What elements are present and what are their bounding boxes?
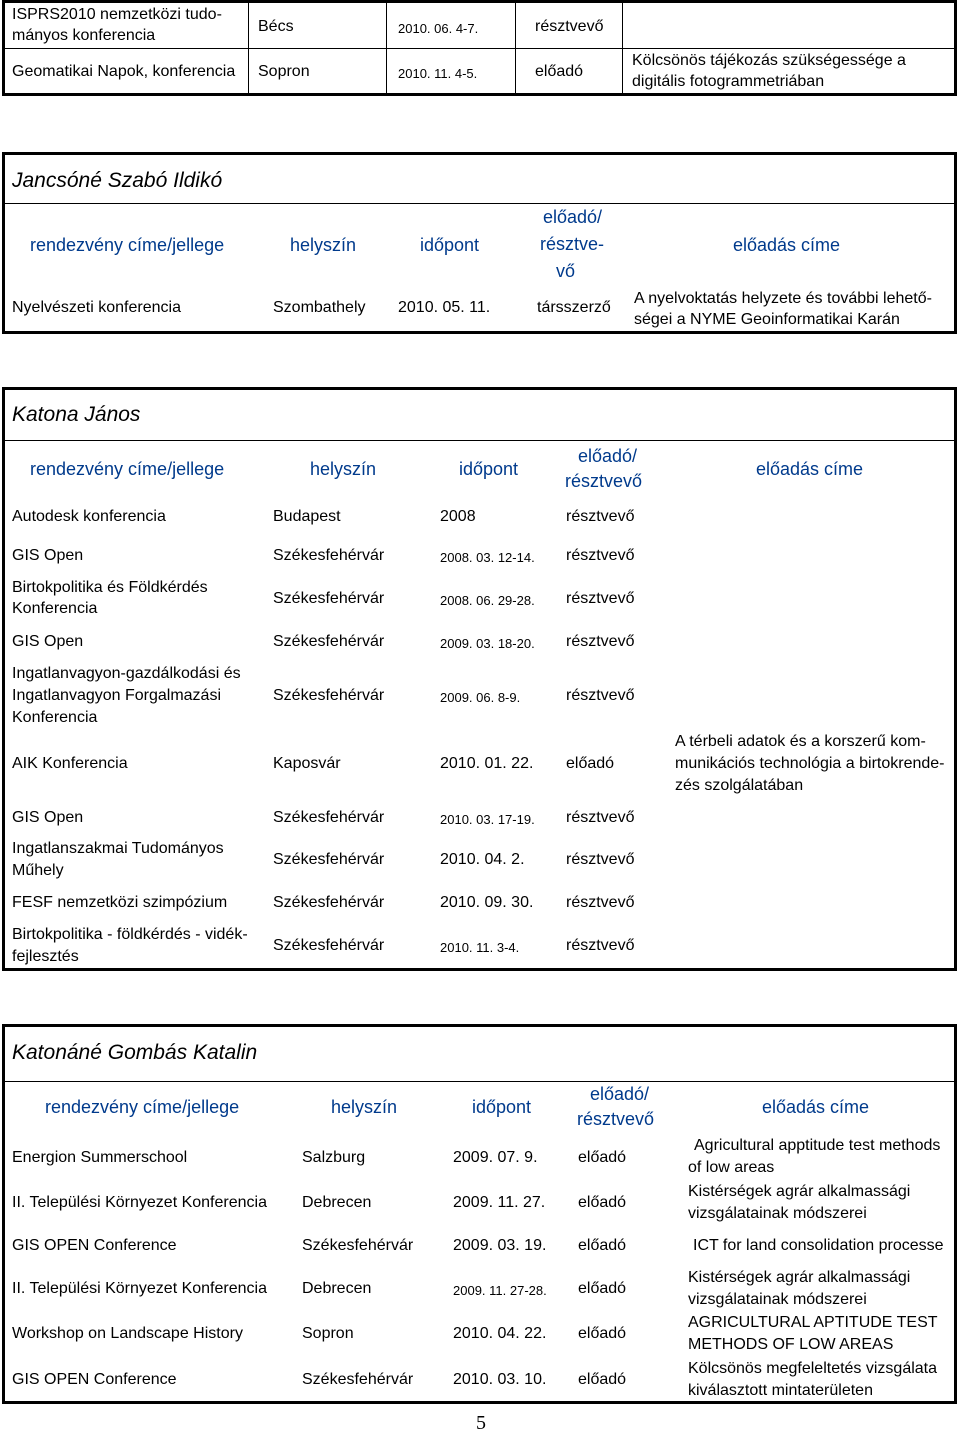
date-cell: 2010. 09. 30. [440,894,534,911]
role-cell: résztvevő [535,18,604,35]
header-place: helyszín [331,1097,398,1117]
header-event: rendezvény címe/jellege [30,459,225,479]
title-cell: Kistérségek agrár alkalmassági [688,1269,911,1286]
place-cell: Székesfehérvár [273,547,385,564]
event-cell: Ingatlanszakmai Tudományos [12,840,224,857]
event-cell: Konferencia [12,600,98,617]
date-cell: 2010. 06. 4-7. [398,21,479,36]
title-cell: Kölcsönös tájékozás szükségessége a [632,52,906,69]
event-cell: FESF nemzetközi szimpózium [12,894,228,911]
place-cell: Székesfehérvár [273,894,385,911]
role-cell: előadó [566,755,615,772]
header-place: helyszín [290,235,357,255]
event-cell: AIK Konferencia [12,755,128,772]
header-role: vő [556,261,576,281]
event-cell: Birtokpolitika - földkérdés - vidék- [12,926,248,943]
title-cell: digitális fotogrammetriában [632,73,825,90]
title-cell: Agricultural apptitude test methods [694,1137,941,1154]
place-cell: Székesfehérvár [273,633,385,650]
title-cell: ségei a NYME Geoinformatikai Karán [634,311,900,328]
role-cell: résztvevő [566,851,635,868]
place-cell: Székesfehérvár [302,1371,414,1388]
person-name: Jancsóné Szabó Ildikó [12,169,223,192]
place-cell: Sopron [258,63,310,80]
event-cell: Ingatlanvagyon-gazdálkodási és [12,665,241,682]
date-cell: 2009. 11. 27. [453,1194,546,1211]
title-cell: ICT for land consolidation processe [693,1237,944,1254]
header-role: előadó/ [543,207,603,227]
date-cell: 2010. 05. 11. [398,299,491,316]
place-cell: Székesfehérvár [273,937,385,954]
place-cell: Bécs [258,18,294,35]
title-cell: munikációs technológia a birtokrende- [675,755,945,772]
role-cell: résztvevő [566,809,635,826]
event-cell: Birtokpolitika és Földkérdés [12,579,208,596]
date-cell: 2010. 03. 10. [453,1371,547,1388]
place-cell: Salzburg [302,1149,366,1166]
date-cell: 2008. 03. 12-14. [440,550,535,565]
date-cell: 2008 [440,508,476,525]
place-cell: Szombathely [273,299,366,316]
date-cell: 2010. 04. 2. [440,851,525,868]
date-cell: 2010. 11. 4-5. [398,66,478,81]
place-cell: Debrecen [302,1194,372,1211]
header-event: rendezvény címe/jellege [45,1097,240,1117]
header-title: előadás címe [733,235,841,255]
role-cell: résztvevő [566,547,635,564]
role-cell: előadó [578,1194,627,1211]
event-cell: GIS Open [12,809,84,826]
event-cell: Műhely [12,862,64,879]
event-cell: Workshop on Landscape History [12,1325,243,1342]
date-cell: 2009. 03. 19. [453,1237,547,1254]
event-cell: GIS Open [12,633,84,650]
header-title: előadás címe [756,459,864,479]
header-place: helyszín [310,459,377,479]
place-cell: Székesfehérvár [273,809,385,826]
event-cell: Nyelvészeti konferencia [12,299,181,316]
role-cell: résztvevő [566,894,635,911]
place-cell: Kaposvár [273,755,341,772]
title-cell: AGRICULTURAL APTITUDE TEST [688,1314,938,1331]
event-cell: GIS Open [12,547,84,564]
place-cell: Székesfehérvár [273,687,385,704]
place-cell: Székesfehérvár [302,1237,414,1254]
date-cell: 2010. 03. 17-19. [440,812,535,827]
title-cell: Kölcsönös megfeleltetés vizsgálata [688,1360,938,1377]
date-cell: 2009. 07. 9. [453,1149,538,1166]
role-cell: előadó [578,1237,627,1254]
title-cell: of low areas [688,1159,775,1176]
date-cell: 2010. 01. 22. [440,755,534,772]
title-cell: A térbeli adatok és a korszerű kom- [675,733,926,750]
header-date: időpont [459,459,519,479]
header-role: előadó/ [590,1084,650,1104]
header-role: résztve- [540,234,605,254]
place-cell: Székesfehérvár [273,851,385,868]
title-cell: kiválasztott mintaterületen [688,1382,873,1399]
event-cell: Geomatikai Napok, konferencia [12,63,236,80]
date-cell: 2010. 11. 3-4. [440,940,520,955]
header-date: időpont [420,235,480,255]
event-cell: II. Települési Környezet Konferencia [12,1194,267,1211]
title-cell: Kistérségek agrár alkalmassági [688,1183,911,1200]
role-cell: résztvevő [566,633,635,650]
role-cell: résztvevő [566,590,635,607]
event-cell: II. Települési Környezet Konferencia [12,1280,267,1297]
title-cell: zés szolgálatában [675,777,804,794]
event-cell: Ingatlanvagyon Forgalmazási [12,687,222,704]
header-title: előadás címe [762,1097,870,1117]
role-cell: előadó [578,1149,627,1166]
role-cell: résztvevő [566,687,635,704]
date-cell: 2009. 03. 18-20. [440,636,535,651]
role-cell: előadó [535,63,584,80]
event-cell: fejlesztés [12,948,79,965]
event-cell: ISPRS2010 nemzetközi tudo- [12,6,222,23]
header-role: résztvevő [565,471,643,491]
place-cell: Budapest [273,508,341,525]
place-cell: Székesfehérvár [273,590,385,607]
person-name: Katona János [12,403,141,426]
header-event: rendezvény címe/jellege [30,235,225,255]
role-cell: előadó [578,1325,627,1342]
event-cell: GIS OPEN Conference [12,1371,177,1388]
date-cell: 2009. 11. 27-28. [453,1283,547,1298]
title-cell: vizsgálatainak módszerei [688,1205,867,1222]
event-cell: Konferencia [12,709,98,726]
person-name: Katonáné Gombás Katalin [12,1041,258,1064]
role-cell: résztvevő [566,937,635,954]
title-cell: METHODS OF LOW AREAS [688,1336,894,1353]
event-cell: mányos konferencia [12,27,156,44]
header-role: résztvevő [577,1109,655,1129]
header-role: előadó/ [578,446,638,466]
page-number: 5 [476,1412,486,1434]
date-cell: 2008. 06. 29-28. [440,593,535,608]
place-cell: Debrecen [302,1280,372,1297]
title-cell: vizsgálatainak módszerei [688,1291,867,1308]
place-cell: Sopron [302,1325,354,1342]
event-cell: Autodesk konferencia [12,508,166,525]
role-cell: társszerző [537,299,611,316]
role-cell: előadó [578,1280,627,1297]
title-cell: A nyelvoktatás helyzete és további lehető- [634,290,932,307]
event-cell: Energion Summerschool [12,1149,188,1166]
date-cell: 2010. 04. 22. [453,1325,547,1342]
date-cell: 2009. 06. 8-9. [440,690,521,705]
role-cell: előadó [578,1371,627,1388]
event-cell: GIS OPEN Conference [12,1237,177,1254]
header-date: időpont [472,1097,532,1117]
role-cell: résztvevő [566,508,635,525]
